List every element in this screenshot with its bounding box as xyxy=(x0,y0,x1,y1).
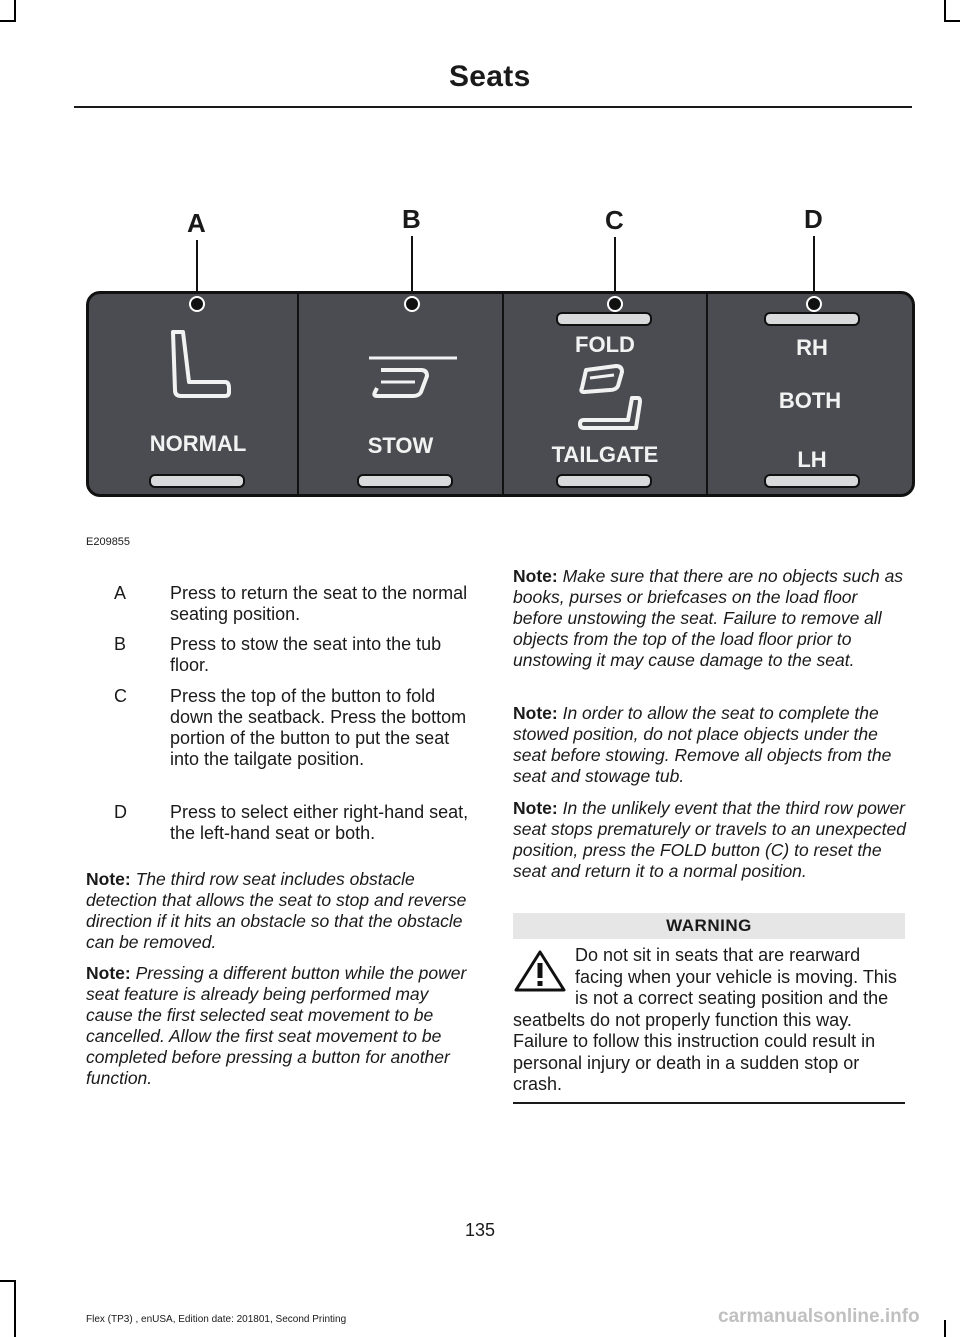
stowed-seat-icon xyxy=(365,352,461,402)
crop-mark xyxy=(944,0,946,22)
both-label: BOTH xyxy=(778,388,842,413)
warning-box xyxy=(513,945,905,1096)
callout-label: C xyxy=(605,205,624,235)
note-text: Make sure that there are no objects such as books, purses or briefcases on the load floor before unstowing the seat. Failure to remove all objects from the top of the load floor prior to unstowing it may cause damage to the seat. xyxy=(513,566,904,670)
callout-dot xyxy=(404,296,420,312)
item-text: Press the top of the button to fold down the seatback. Press the bottom portion of the button to put the seat into the tailgate position. xyxy=(170,686,467,769)
callout-label: B xyxy=(402,204,421,234)
stow-indicator xyxy=(357,474,453,488)
item-text: Press to return the seat to the normal seating position. xyxy=(170,583,468,624)
note-label: Note: xyxy=(86,963,131,983)
stow-label: STOW xyxy=(367,433,434,458)
crop-mark xyxy=(944,20,960,22)
crop-mark xyxy=(0,1280,16,1282)
folded-seat-icon xyxy=(576,364,636,394)
stow-button[interactable] xyxy=(299,294,502,494)
callout-label: D xyxy=(804,204,823,234)
item-letter: A xyxy=(114,583,127,603)
note-paragraph xyxy=(86,963,478,1089)
fold-indicator xyxy=(556,312,652,326)
crop-mark xyxy=(14,0,16,22)
watermark: carmanualsonline.info xyxy=(718,1306,920,1327)
warning-text: Do not sit in seats that are rearward facing when your vehicle is moving. This is not a correct seating position and the seatbelts do not properly function this way. Failure to follow this instruction could result in personal injury or death in a sudden stop or crash. xyxy=(513,945,897,1094)
normal-label: NORMAL xyxy=(149,431,247,456)
fold-label: FOLD xyxy=(575,332,635,357)
upright-seat-icon xyxy=(155,324,235,404)
lh-indicator xyxy=(764,474,860,488)
callout-dot xyxy=(806,296,822,312)
tailgate-label: TAILGATE xyxy=(551,442,659,467)
fold-tailgate-button[interactable] xyxy=(504,294,706,494)
note-paragraph xyxy=(513,703,907,787)
note-text: In order to allow the seat to complete the stowed position, do not place objects under the seat before stowing. Remove all objects from the seat and stowage tub. xyxy=(513,703,892,786)
note-label: Note: xyxy=(86,869,131,889)
note-paragraph xyxy=(513,798,907,882)
tailgate-seat-icon xyxy=(576,394,646,434)
item-letter: B xyxy=(114,634,127,654)
footer-text: Flex (TP3) , enUSA, Edition date: 201801, Second Printing xyxy=(86,1314,347,1325)
callout-label: A xyxy=(187,208,206,238)
warning-heading: WARNING xyxy=(513,913,905,939)
normal-indicator xyxy=(149,474,245,488)
warning-rule xyxy=(513,1102,905,1104)
note-text: The third row seat includes obstacle detection that allows the seat to stop and reverse direction if it hits an obstacle so that the obstacle can be removed. xyxy=(86,869,467,952)
lh-label: LH xyxy=(797,447,827,472)
figure-code: E209855 xyxy=(86,536,131,548)
control-panel xyxy=(86,291,915,497)
item-letter: C xyxy=(114,686,127,706)
item-letter: D xyxy=(114,802,127,822)
crop-mark xyxy=(0,20,16,22)
seat-side-selector[interactable] xyxy=(708,294,912,494)
note-text: Pressing a different button while the power seat feature is already being performed may cause the first selected seat movement to be cancelled. Allow the first seat movement to be completed before pressing a button for another function. xyxy=(86,963,467,1088)
tailgate-indicator xyxy=(556,474,652,488)
page-number: 135 xyxy=(464,1220,496,1240)
item-text: Press to stow the seat into the tub floor. xyxy=(170,634,442,675)
note-label: Note: xyxy=(513,566,558,586)
note-text: In the unlikely event that the third row power seat stops prematurely or travels to an unexpected position, press the FOLD button (C) to reset the seat and return it to a normal position. xyxy=(513,798,906,881)
rh-indicator xyxy=(764,312,860,326)
crop-mark xyxy=(14,1280,16,1337)
note-label: Note: xyxy=(513,798,558,818)
item-text: Press to select either right-hand seat, the left-hand seat or both. xyxy=(170,802,469,843)
callout-dot xyxy=(607,296,623,312)
callout-dot xyxy=(189,296,205,312)
note-paragraph xyxy=(86,869,478,953)
rh-label: RH xyxy=(796,335,828,360)
note-paragraph xyxy=(513,566,907,671)
header-rule xyxy=(74,106,912,108)
crop-mark xyxy=(944,1320,946,1337)
warning-triangle-icon xyxy=(513,949,567,993)
normal-button[interactable] xyxy=(89,294,297,494)
note-label: Note: xyxy=(513,703,558,723)
